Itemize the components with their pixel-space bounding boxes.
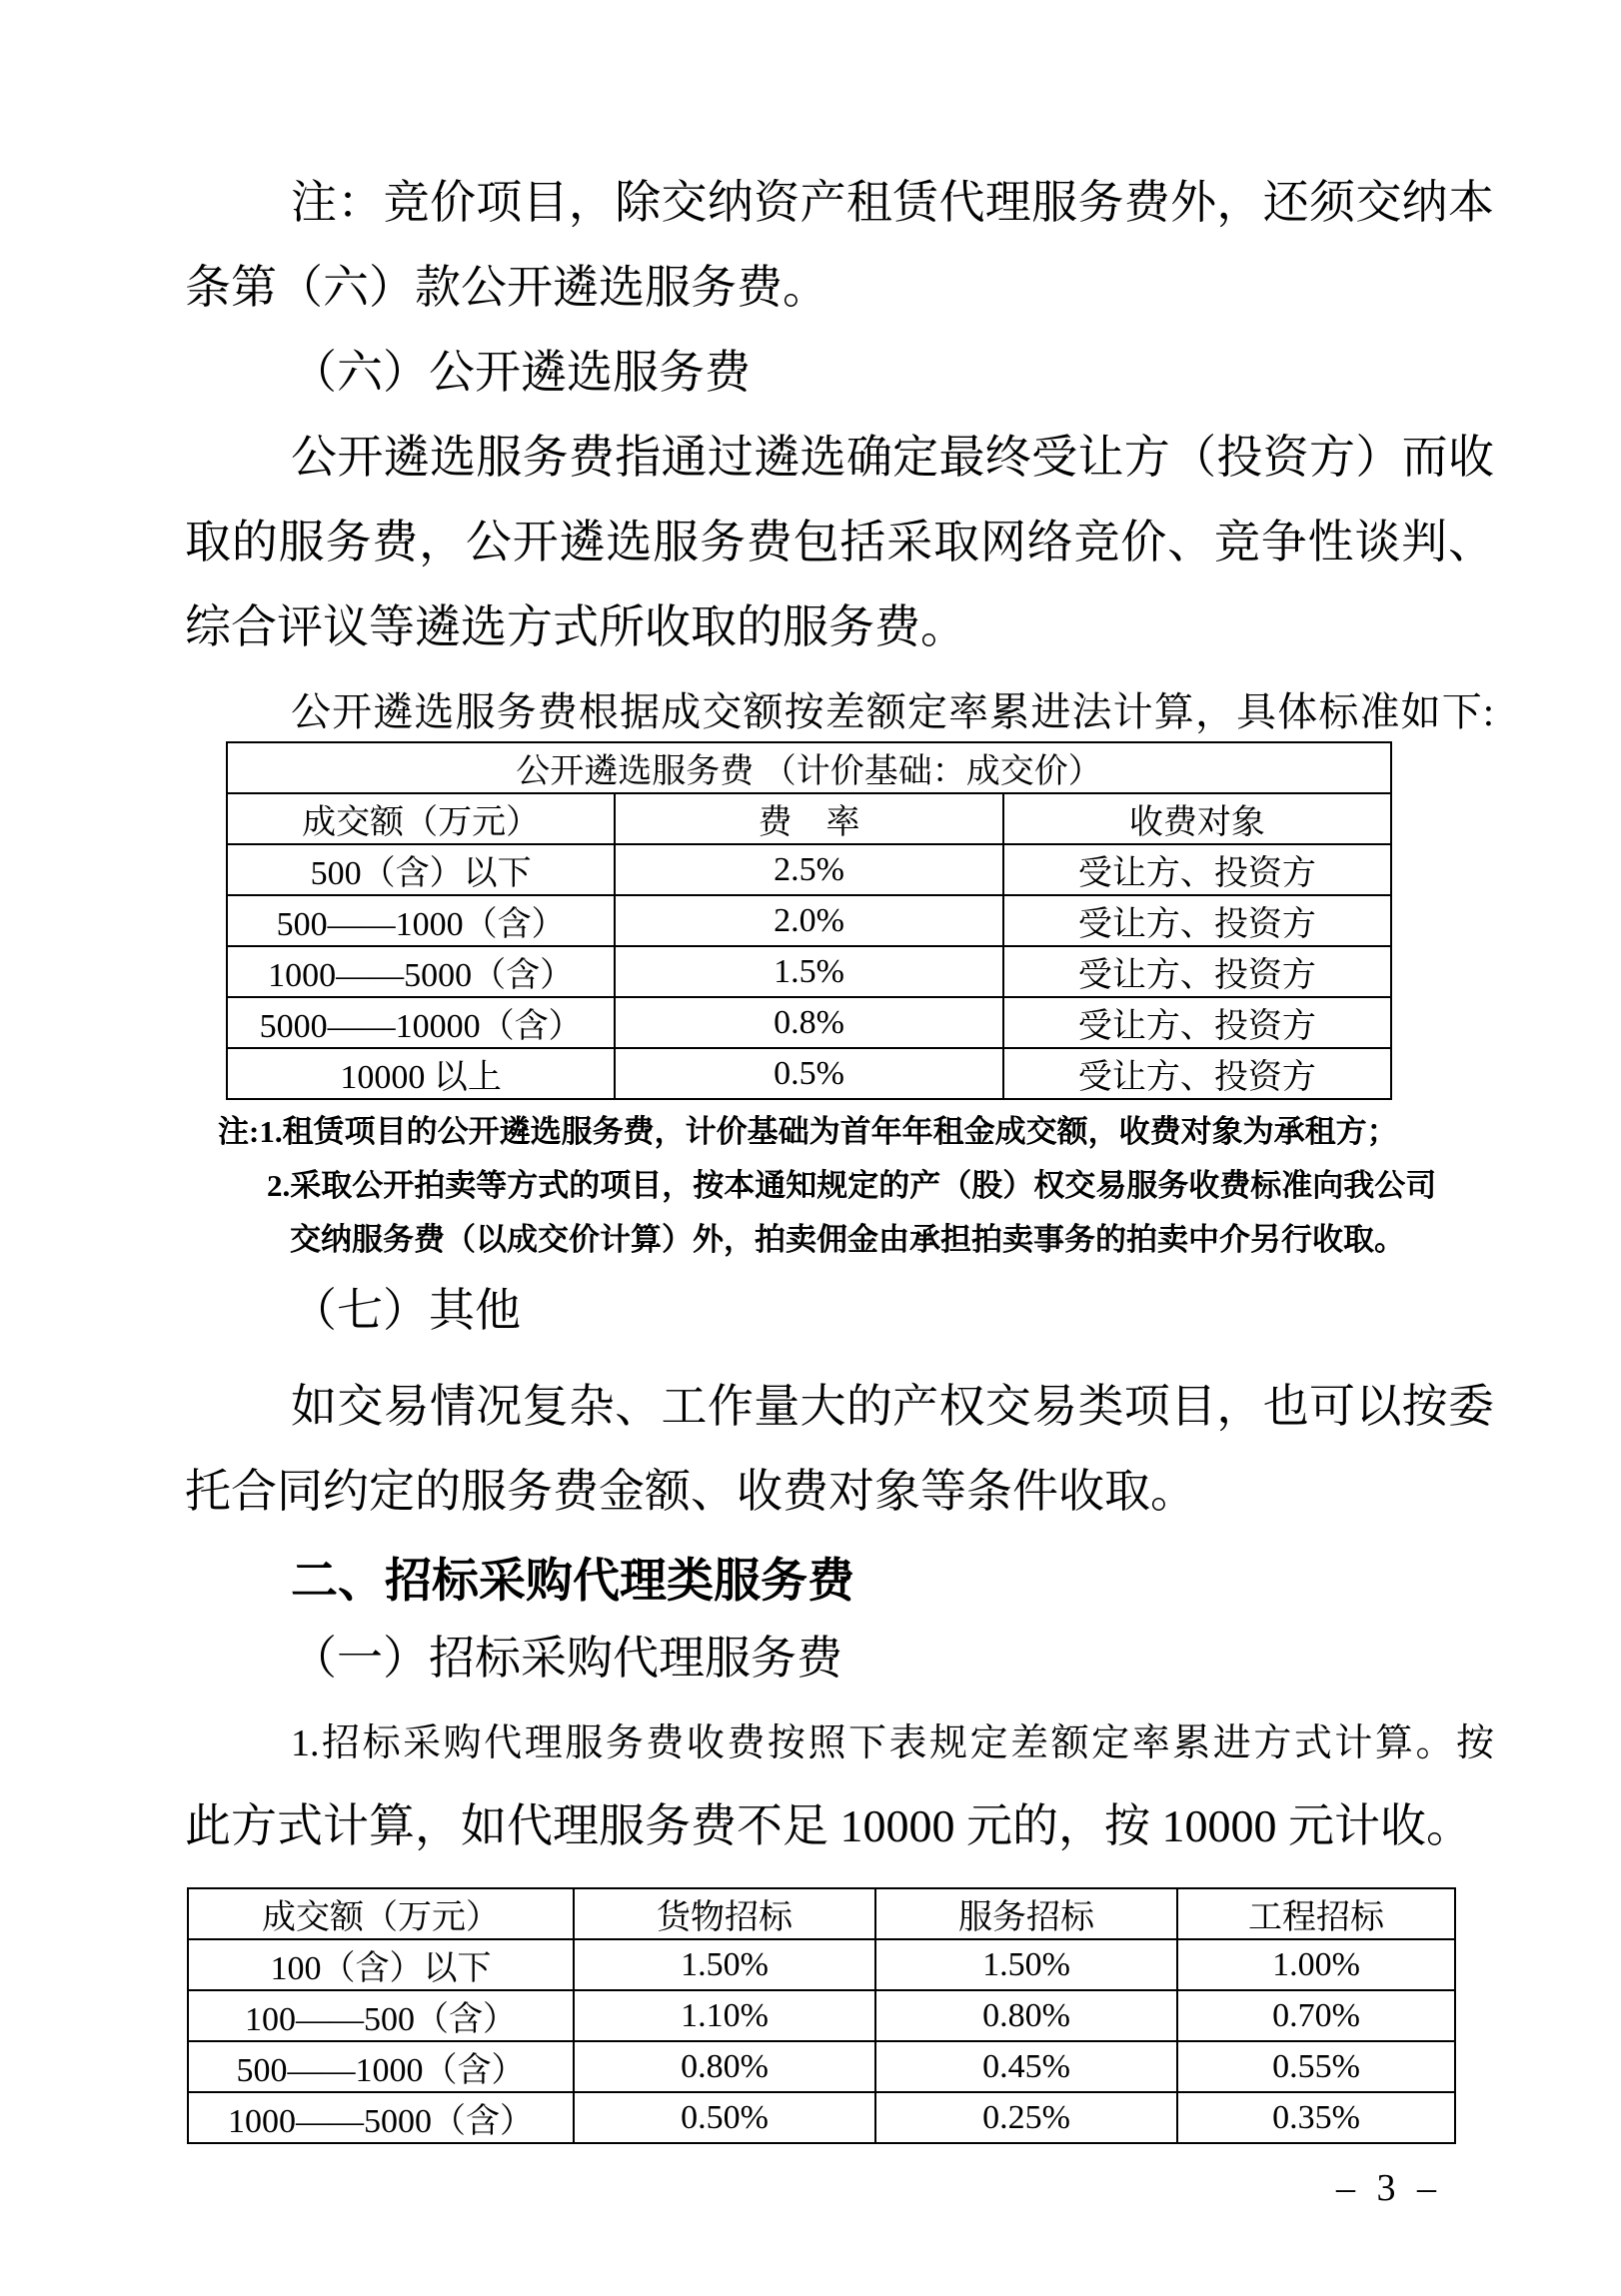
amount-range-cell: 1000——5000（含） bbox=[227, 946, 615, 997]
table-row bbox=[227, 946, 1391, 997]
engineering-rate-cell: 1.00% bbox=[1177, 1939, 1455, 1990]
fee-rate-cell: 1.5% bbox=[615, 946, 1002, 997]
section-two-sub-heading: （一）招标采购代理服务费 bbox=[291, 1633, 842, 1684]
amount-range-cell: 500——1000（含） bbox=[188, 2041, 574, 2092]
service-rate-cell: 0.45% bbox=[875, 2041, 1177, 2092]
fee-payer-cell: 受让方、投资方 bbox=[1003, 997, 1391, 1048]
fee-payer-cell: 受让方、投资方 bbox=[1003, 1048, 1391, 1099]
engineering-rate-cell: 0.55% bbox=[1177, 2041, 1455, 2092]
table-row bbox=[188, 2092, 1455, 2143]
goods-rate-cell: 0.80% bbox=[574, 2041, 875, 2092]
amount-range-cell: 500——1000（含） bbox=[227, 895, 615, 946]
amount-range-cell: 10000 以上 bbox=[227, 1048, 615, 1099]
table-row bbox=[188, 2041, 1455, 2092]
selection-fee-table-title: 公开遴选服务费 （计价基础：成交价） bbox=[227, 742, 1391, 793]
table-row bbox=[188, 1990, 1455, 2041]
fee-rate-cell: 0.8% bbox=[615, 997, 1002, 1048]
fee-payer-cell: 受让方、投资方 bbox=[1003, 946, 1391, 997]
fee-rate-cell: 0.5% bbox=[615, 1048, 1002, 1099]
table-note-line-1: 注:1.租赁项目的公开遴选服务费，计价基础为首年年租金成交额，收费对象为承租方； bbox=[218, 1114, 1398, 1149]
column-header: 工程招标 bbox=[1177, 1888, 1455, 1939]
table-row bbox=[227, 895, 1391, 946]
intro-note-line-1: 注：竞价项目，除交纳资产租赁代理服务费外，还须交纳本 bbox=[291, 177, 1494, 228]
fee-rate-cell: 2.0% bbox=[615, 895, 1002, 946]
selection-fee-table bbox=[226, 741, 1392, 1100]
column-header: 服务招标 bbox=[875, 1888, 1177, 1939]
table-row bbox=[227, 793, 1391, 844]
engineering-rate-cell: 0.70% bbox=[1177, 1990, 1455, 2041]
column-header: 成交额（万元） bbox=[188, 1888, 574, 1939]
section-seven-para-line-2: 托合同约定的服务费金额、收费对象等条件收取。 bbox=[185, 1466, 1196, 1517]
amount-range-cell: 500（含）以下 bbox=[227, 844, 615, 895]
table-row bbox=[227, 997, 1391, 1048]
fee-payer-cell: 受让方、投资方 bbox=[1003, 844, 1391, 895]
section-two-para-line-1: 1.招标采购代理服务费收费按照下表规定差额定率累进方式计算。按 bbox=[291, 1722, 1494, 1764]
table-note-line-2: 2.采取公开拍卖等方式的项目，按本通知规定的产（股）权交易服务收费标准向我公司 bbox=[267, 1168, 1437, 1203]
section-six-para1-line-2: 取的服务费，公开遴选服务费包括采取网络竞价、竞争性谈判、 bbox=[185, 517, 1494, 568]
fee-payer-cell: 受让方、投资方 bbox=[1003, 895, 1391, 946]
amount-range-cell: 100——500（含） bbox=[188, 1990, 574, 2041]
section-two-para-line-2: 此方式计算，如代理服务费不足 10000 元的，按 10000 元计收。 bbox=[185, 1800, 1472, 1851]
fee-rate-cell: 2.5% bbox=[615, 844, 1002, 895]
intro-note-line-2: 条第（六）款公开遴选服务费。 bbox=[185, 262, 828, 313]
table-note-line-3: 交纳服务费（以成交价计算）外，拍卖佣金由承担拍卖事务的拍卖中介另行收取。 bbox=[290, 1222, 1405, 1257]
service-rate-cell: 0.25% bbox=[875, 2092, 1177, 2143]
section-seven-para-line-1: 如交易情况复杂、工作量大的产权交易类项目，也可以按委 bbox=[291, 1381, 1494, 1432]
column-header: 货物招标 bbox=[574, 1888, 875, 1939]
service-rate-cell: 0.80% bbox=[875, 1990, 1177, 2041]
table-row bbox=[188, 1939, 1455, 1990]
document-content bbox=[185, 0, 1494, 2216]
section-six-para1-line-3: 综合评议等遴选方式所收取的服务费。 bbox=[185, 601, 966, 652]
column-header: 费 率 bbox=[615, 793, 1002, 844]
section-seven-heading: （七）其他 bbox=[291, 1285, 521, 1336]
section-six-para1-line-1: 公开遴选服务费指通过遴选确定最终受让方（投资方）而收 bbox=[291, 432, 1494, 483]
page-number: – 3 – bbox=[1336, 2167, 1442, 2209]
goods-rate-cell: 1.50% bbox=[574, 1939, 875, 1990]
amount-range-cell: 1000——5000（含） bbox=[188, 2092, 574, 2143]
column-header: 成交额（万元） bbox=[227, 793, 615, 844]
service-rate-cell: 1.50% bbox=[875, 1939, 1177, 1990]
table-row bbox=[227, 844, 1391, 895]
amount-range-cell: 100（含）以下 bbox=[188, 1939, 574, 1990]
bidding-fee-table bbox=[187, 1887, 1456, 2144]
section-two-heading: 二、招标采购代理类服务费 bbox=[291, 1554, 854, 1607]
amount-range-cell: 5000——10000（含） bbox=[227, 997, 615, 1048]
table-row bbox=[188, 1888, 1455, 1939]
goods-rate-cell: 1.10% bbox=[574, 1990, 875, 2041]
section-six-heading: （六）公开遴选服务费 bbox=[291, 347, 751, 398]
engineering-rate-cell: 0.35% bbox=[1177, 2092, 1455, 2143]
section-six-para2: 公开遴选服务费根据成交额按差额定率累进法计算，具体标准如下: bbox=[291, 689, 1494, 734]
goods-rate-cell: 0.50% bbox=[574, 2092, 875, 2143]
column-header: 收费对象 bbox=[1003, 793, 1391, 844]
table-row bbox=[227, 1048, 1391, 1099]
